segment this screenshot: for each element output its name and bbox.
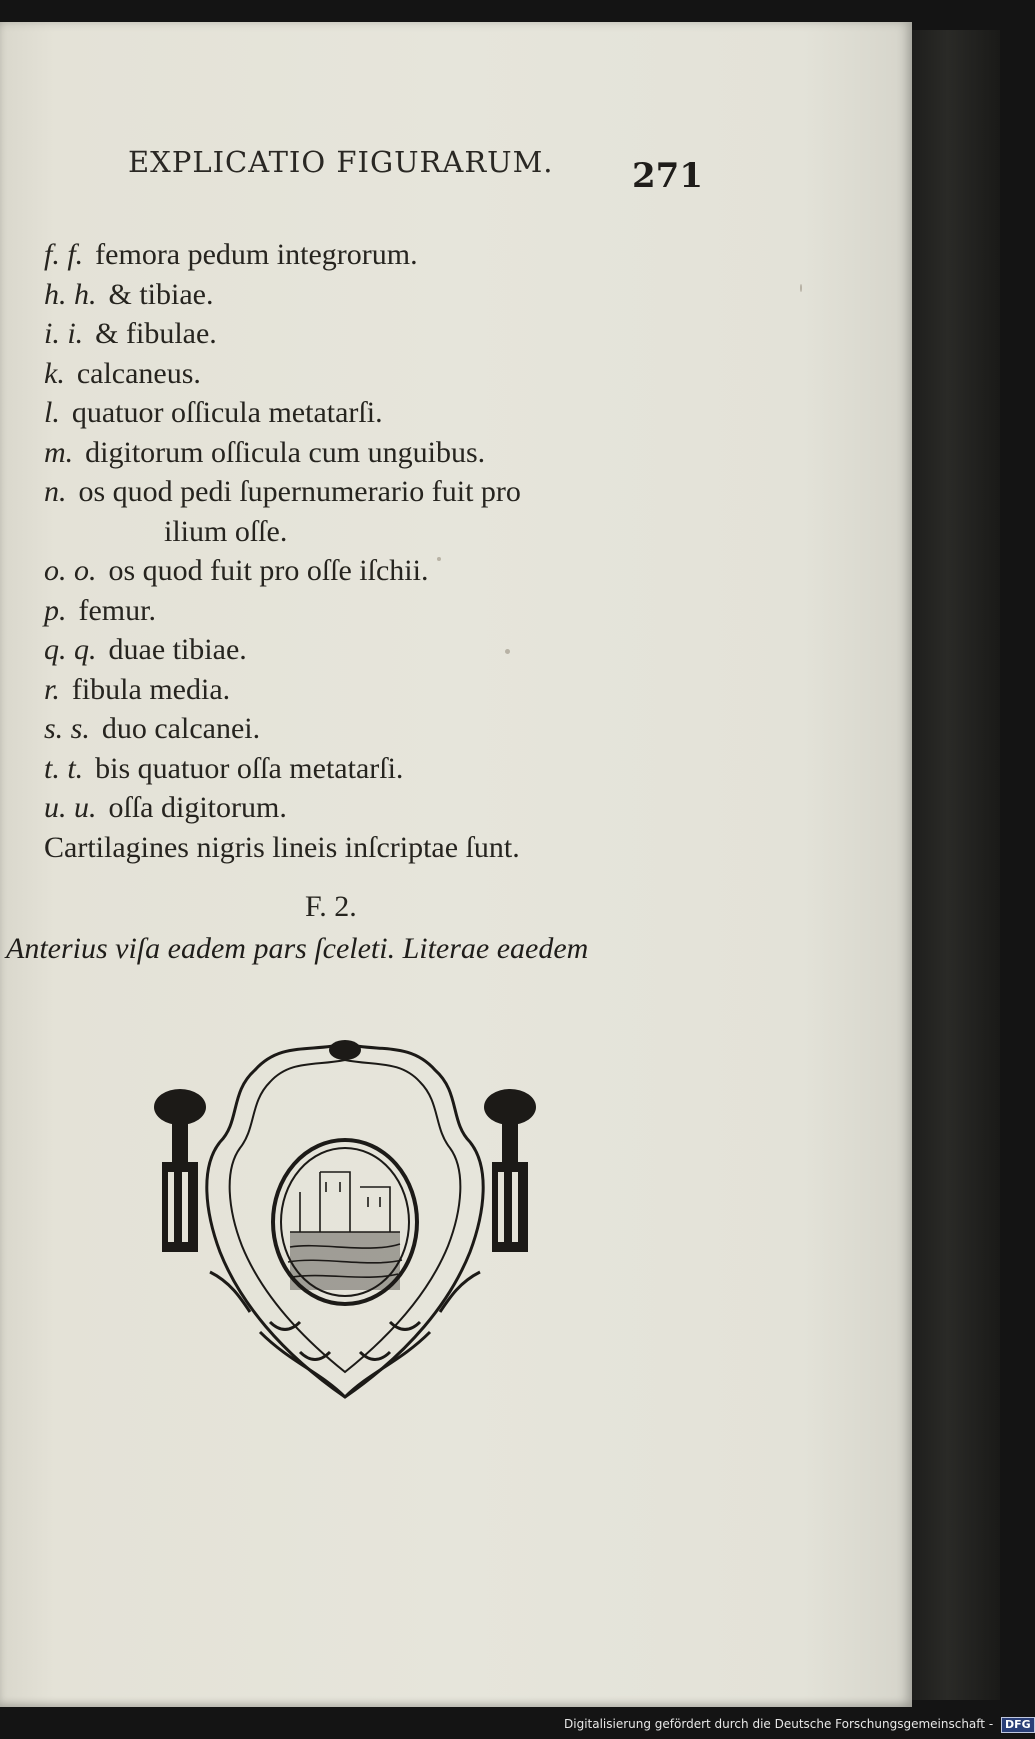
- running-head: EXPLICATIO FIGURARUM.: [128, 145, 554, 179]
- legend-text: femora pedum integrorum.: [95, 238, 418, 271]
- legend-text: oſſa digitorum.: [108, 791, 287, 824]
- legend-label: u. u.: [44, 791, 97, 824]
- legend-text: duo calcanei.: [101, 712, 261, 745]
- page-number: 271: [632, 156, 703, 196]
- paper-fleck: [800, 284, 802, 292]
- legend-item: [44, 591, 684, 631]
- figure-legend: [44, 235, 684, 867]
- legend-label: m.: [44, 435, 74, 469]
- legend-text: calcaneus.: [76, 356, 201, 390]
- legend-label: f. f.: [44, 238, 84, 271]
- legend-item: [44, 709, 684, 749]
- legend-item: [44, 749, 684, 789]
- legend-item: [44, 433, 684, 473]
- legend-item: [44, 472, 684, 512]
- legend-label: q. q.: [44, 633, 97, 666]
- legend-text: femur.: [78, 593, 156, 627]
- legend-label: r.: [44, 672, 60, 706]
- legend-item: [44, 551, 684, 591]
- figure-label: F. 2.: [305, 890, 357, 923]
- legend-label: i. i.: [44, 317, 84, 350]
- legend-text: ilium oſſe.: [164, 514, 288, 548]
- legend-text: bis quatuor oſſa metatarſi.: [95, 751, 404, 785]
- legend-label: p.: [44, 593, 67, 627]
- legend-label: l.: [44, 396, 60, 429]
- legend-note: [44, 828, 684, 868]
- legend-label: h. h.: [44, 277, 97, 311]
- legend-item: [44, 314, 684, 354]
- legend-text: digitorum oſſicula cum unguibus.: [85, 435, 486, 469]
- legend-item: [44, 393, 684, 433]
- legend-text: & fibulae.: [95, 317, 217, 350]
- legend-label: k.: [44, 356, 65, 390]
- legend-item: [44, 630, 684, 670]
- legend-text: & tibiae.: [108, 277, 214, 311]
- digitization-credit: [564, 1717, 1035, 1733]
- figure-caption: Anterius viſa eadem pars ſceleti. Literae eaedem: [6, 932, 589, 965]
- legend-text: Cartilagines nigris lineis inſcriptae ſunt.: [44, 830, 520, 864]
- legend-item: [44, 354, 684, 394]
- credit-text: Digitalisierung gefördert durch die Deutsche Forschungsgemeinschaft -: [564, 1717, 994, 1731]
- legend-text: quatuor oſſicula metatarſi.: [71, 396, 383, 429]
- legend-label: o. o.: [44, 554, 97, 587]
- paper-fleck: [505, 649, 510, 654]
- dfg-logo: DFG: [1001, 1717, 1035, 1733]
- legend-item: [44, 670, 684, 710]
- legend-label: t. t.: [44, 751, 84, 785]
- legend-item-continuation: [44, 512, 684, 552]
- paper-fleck: [437, 557, 441, 561]
- legend-text: os quod fuit pro oſſe iſchii.: [108, 554, 429, 587]
- legend-text: fibula media.: [71, 672, 231, 706]
- woodcut-vignette: [150, 1032, 540, 1412]
- book-page: [0, 22, 912, 1707]
- legend-label: n.: [44, 475, 67, 508]
- legend-text: duae tibiae.: [108, 633, 247, 666]
- legend-item: [44, 788, 684, 828]
- legend-item: [44, 275, 684, 315]
- legend-label: s. s.: [44, 712, 90, 745]
- adjacent-leaf-edge: [912, 30, 1000, 1700]
- legend-text: os quod pedi ſupernumerario fuit pro: [78, 475, 521, 508]
- legend-item: [44, 235, 684, 275]
